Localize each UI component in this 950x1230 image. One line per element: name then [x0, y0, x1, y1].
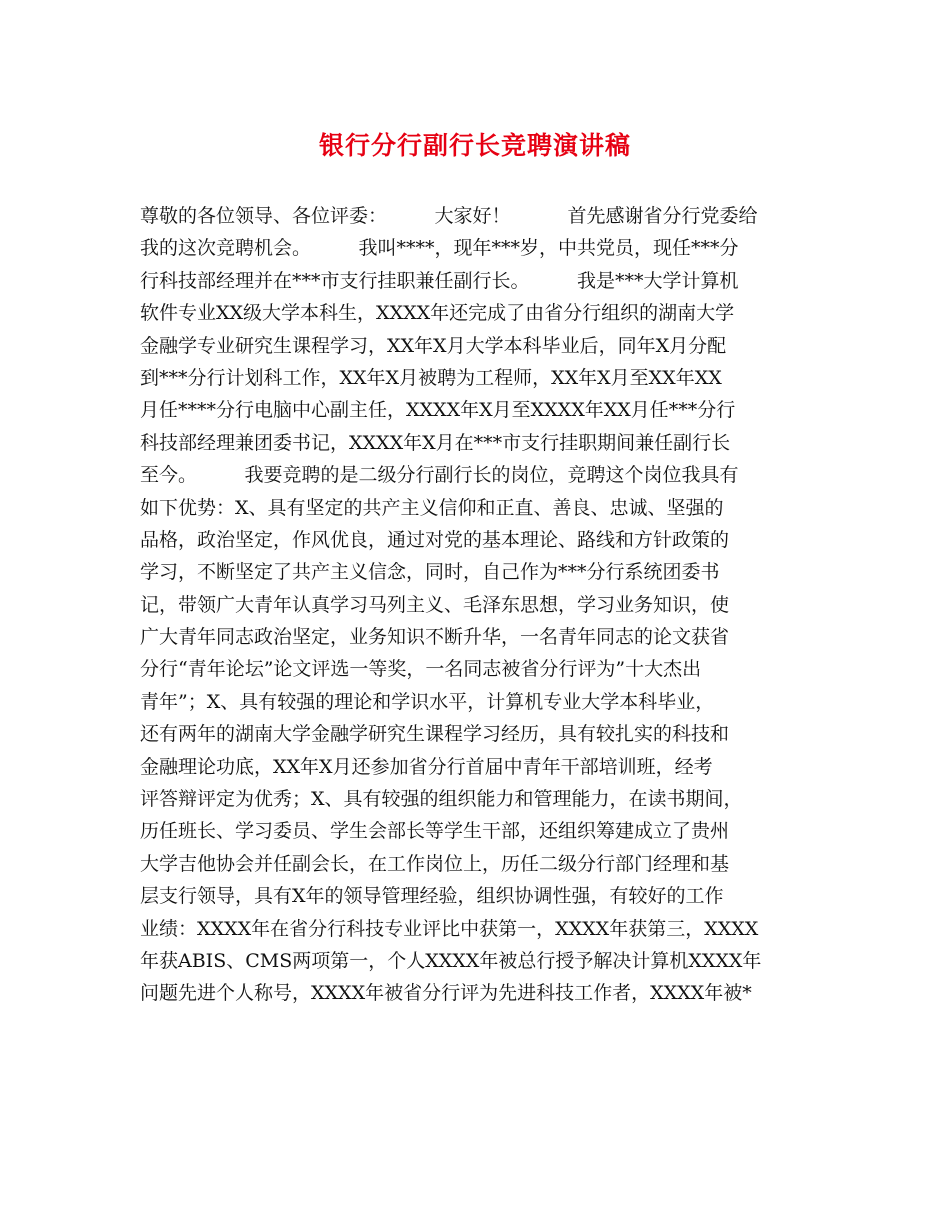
- body-line: 学习，不断坚定了共产主义信念，同时，自己作为***分行系统团委书: [140, 561, 720, 584]
- body-line: 广大青年同志政治坚定，业务知识不断升华，一名青年同志的论文获省: [140, 626, 730, 649]
- body-line: 金融学专业研究生课程学习，XX年X月大学本科毕业后，同年X月分配: [140, 334, 727, 357]
- body-line: 问题先进个人称号，XXXX年被省分行评为先进科技工作者，XXXX年被*: [140, 982, 752, 1005]
- body-line: 历任班长、学习委员、学生会部长等学生干部，还组织筹建成立了贵州: [140, 820, 730, 843]
- body-line: 大学吉他协会并任副会长，在工作岗位上，历任二级分行部门经理和基: [140, 852, 730, 875]
- body-line: 如下优势：X、具有坚定的共产主义信仰和正直、善良、忠诚、坚强的: [140, 496, 724, 519]
- document-body: [140, 200, 816, 1010]
- body-line: 软件专业XX级大学本科生，XXXX年还完成了由省分行组织的湖南大学: [140, 302, 735, 325]
- body-line: 到***分行计划科工作，XX年X月被聘为工程师，XX年X月至XX年XX: [140, 366, 722, 389]
- body-line: 至今。 我要竞聘的是二级分行副行长的岗位，竞聘这个岗位我具有: [140, 464, 739, 487]
- document-title: 银行分行副行长竞聘演讲稿: [318, 131, 631, 160]
- body-line: 我的这次竞聘机会。 我叫****，现年***岁，中共党员，现任***分: [140, 237, 739, 260]
- body-line: 行科技部经理并在***市支行挂职兼任副行长。 我是***大学计算机: [140, 269, 739, 292]
- body-line: 尊敬的各位领导、各位评委： 大家好！ 首先感谢省分行党委给: [140, 205, 758, 227]
- body-line: 业绩：XXXX年在省分行科技专业评比中获第一，XXXX年获第三，XXXX: [140, 917, 759, 940]
- body-line: 层支行领导，具有X年的领导管理经验，组织协调性强，有较好的工作: [140, 885, 724, 908]
- body-line: 品格，政治坚定，作风优良，通过对党的基本理论、路线和方针政策的: [140, 528, 730, 551]
- body-line: 青年”；X、具有较强的理论和学识水平，计算机专业大学本科毕业，: [140, 690, 715, 713]
- body-line: 月任****分行电脑中心副主任，XXXX年X月至XXXX年XX月任***分行: [140, 399, 736, 422]
- body-line: 记，带领广大青年认真学习马列主义、毛泽东思想，学习业务知识，使: [140, 593, 730, 616]
- body-line: 还有两年的湖南大学金融学研究生课程学习经历，具有较扎实的科技和: [140, 723, 730, 746]
- body-line: 科技部经理兼团委书记，XXXX年X月在***市支行挂职期间兼任副行长: [140, 431, 731, 454]
- body-line: 分行“青年论坛”论文评选一等奖，一名同志被省分行评为”十大杰出: [140, 658, 702, 681]
- body-line: 年获ABIS、CMS两项第一，个人XXXX年被总行授予解决计算机XXXX年: [140, 949, 762, 972]
- body-line: 金融理论功底，XX年X月还参加省分行首届中青年干部培训班，经考: [140, 755, 713, 778]
- body-line: 评答辩评定为优秀；X、具有较强的组织能力和管理能力，在读书期间，: [140, 788, 743, 811]
